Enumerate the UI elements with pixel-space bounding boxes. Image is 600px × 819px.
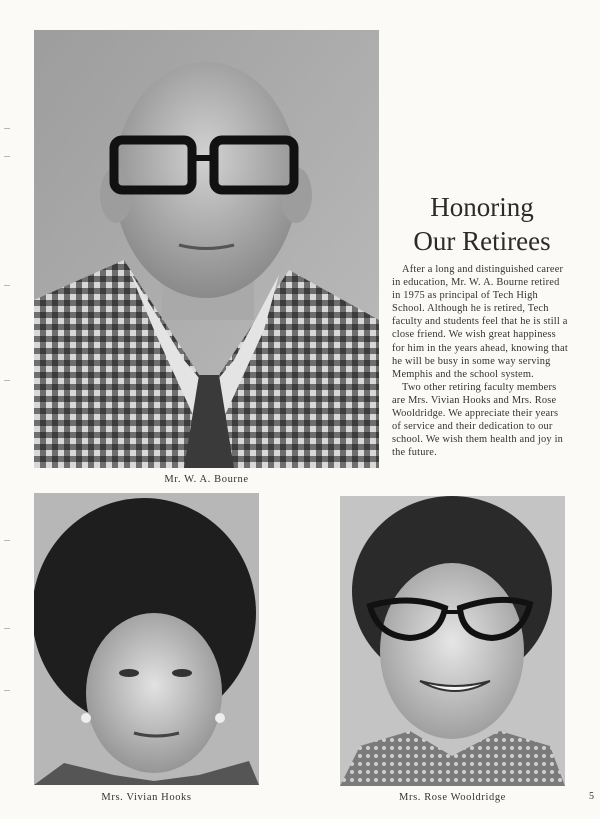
article-paragraph-2: Two other retiring faculty members are Mrs. Vivian Hooks and Mrs. Rose Wooldridge. We appreciate their years of service and their dedication to our school. We wish them health and joy in the future. xyxy=(392,381,564,459)
binding-mark xyxy=(4,128,10,129)
bourne-caption: Mr. W. A. Bourne xyxy=(164,474,249,485)
wooldridge-caption: Mrs. Rose Wooldridge xyxy=(399,792,506,803)
article-body xyxy=(392,263,568,459)
title-line-1: Honoring xyxy=(430,192,534,222)
title-line-2: Our Retirees xyxy=(413,226,551,256)
binding-mark xyxy=(4,156,10,157)
article-title xyxy=(396,190,568,258)
binding-mark xyxy=(4,380,10,381)
wooldridge-photo xyxy=(340,496,565,786)
binding-mark xyxy=(4,540,10,541)
binding-mark xyxy=(4,628,10,629)
binding-mark xyxy=(4,285,10,286)
hooks-caption: Mrs. Vivian Hooks xyxy=(101,792,192,803)
page-number: 5 xyxy=(589,791,594,802)
hooks-photo xyxy=(34,493,259,785)
article-paragraph-1: After a long and distinguished career in education, Mr. W. A. Bourne retired in 1975 as principal of Tech High School. Although he is retired, Tech faculty and students feel that he is still a close friend. We wish great happiness for him in the years ahead, knowing that he will be busy in some way serving Memphis and the school system. xyxy=(392,264,568,380)
bourne-photo xyxy=(34,30,379,468)
binding-mark xyxy=(4,690,10,691)
